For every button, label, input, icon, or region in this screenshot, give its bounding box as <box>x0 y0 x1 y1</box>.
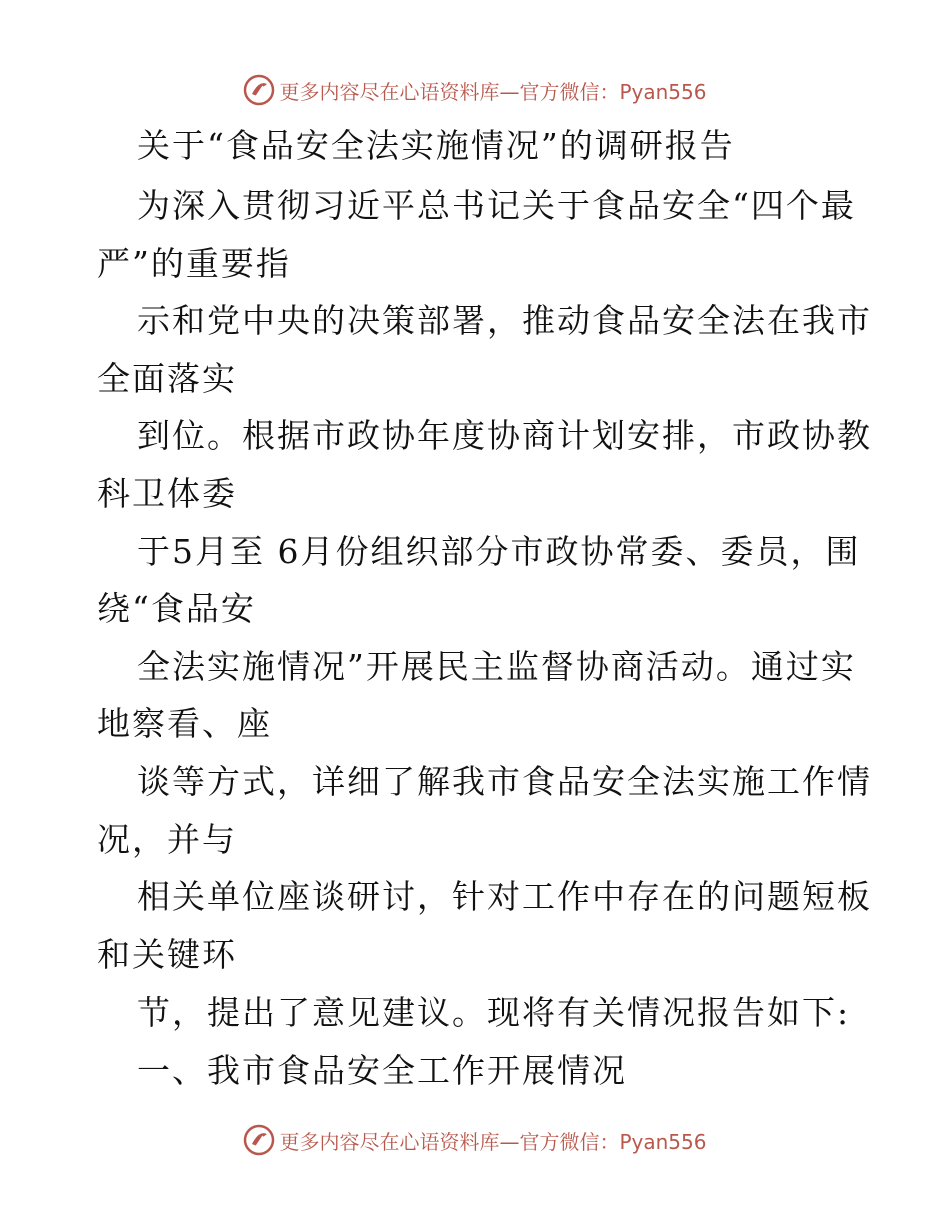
paragraph-line: 为深入贯彻习近平总书记关于食品安全“四个最 <box>137 186 856 225</box>
paragraph-line: 谈等方式，详细了解我市食品安全法实施工作情 <box>137 762 872 801</box>
section-heading: 一、我市食品安全工作开展情况 <box>137 1051 627 1090</box>
paragraph-line: 全面落实 <box>97 359 237 398</box>
paragraph-line: 于5月至 6月份组织部分市政协常委、委员，围 <box>137 532 861 571</box>
paragraph-line: 到位。根据市政协年度协商计划安排，市政协教 <box>137 416 872 455</box>
paragraph-line: 严”的重要指 <box>97 244 291 283</box>
brand-logo-icon <box>243 1124 275 1156</box>
header-watermark-text: 更多内容尽在心语资料库—官方微信：Pyan556 <box>279 79 707 104</box>
paragraph-line: 节，提出了意见建议。现将有关情况报告如下: <box>137 993 851 1032</box>
footer-watermark-banner <box>0 1120 950 1160</box>
paragraph-line: 况，并与 <box>97 820 237 859</box>
paragraph-line: 绕“食品安 <box>97 589 256 628</box>
paragraph-line: 全法实施情况”开展民主监督协商活动。通过实 <box>137 647 856 686</box>
footer-watermark-text: 更多内容尽在心语资料库—官方微信：Pyan556 <box>279 1129 707 1154</box>
paragraph-line: 和关键环 <box>97 935 237 974</box>
paragraph-line: 科卫体委 <box>97 474 237 513</box>
document-title: 关于“食品安全法实施情况”的调研报告 <box>137 126 735 165</box>
paragraph-line: 地察看、座 <box>97 704 272 743</box>
paragraph-line: 相关单位座谈研讨，针对工作中存在的问题短板 <box>137 877 872 916</box>
paragraph-line: 示和党中央的决策部署，推动食品安全法在我市 <box>137 301 872 340</box>
